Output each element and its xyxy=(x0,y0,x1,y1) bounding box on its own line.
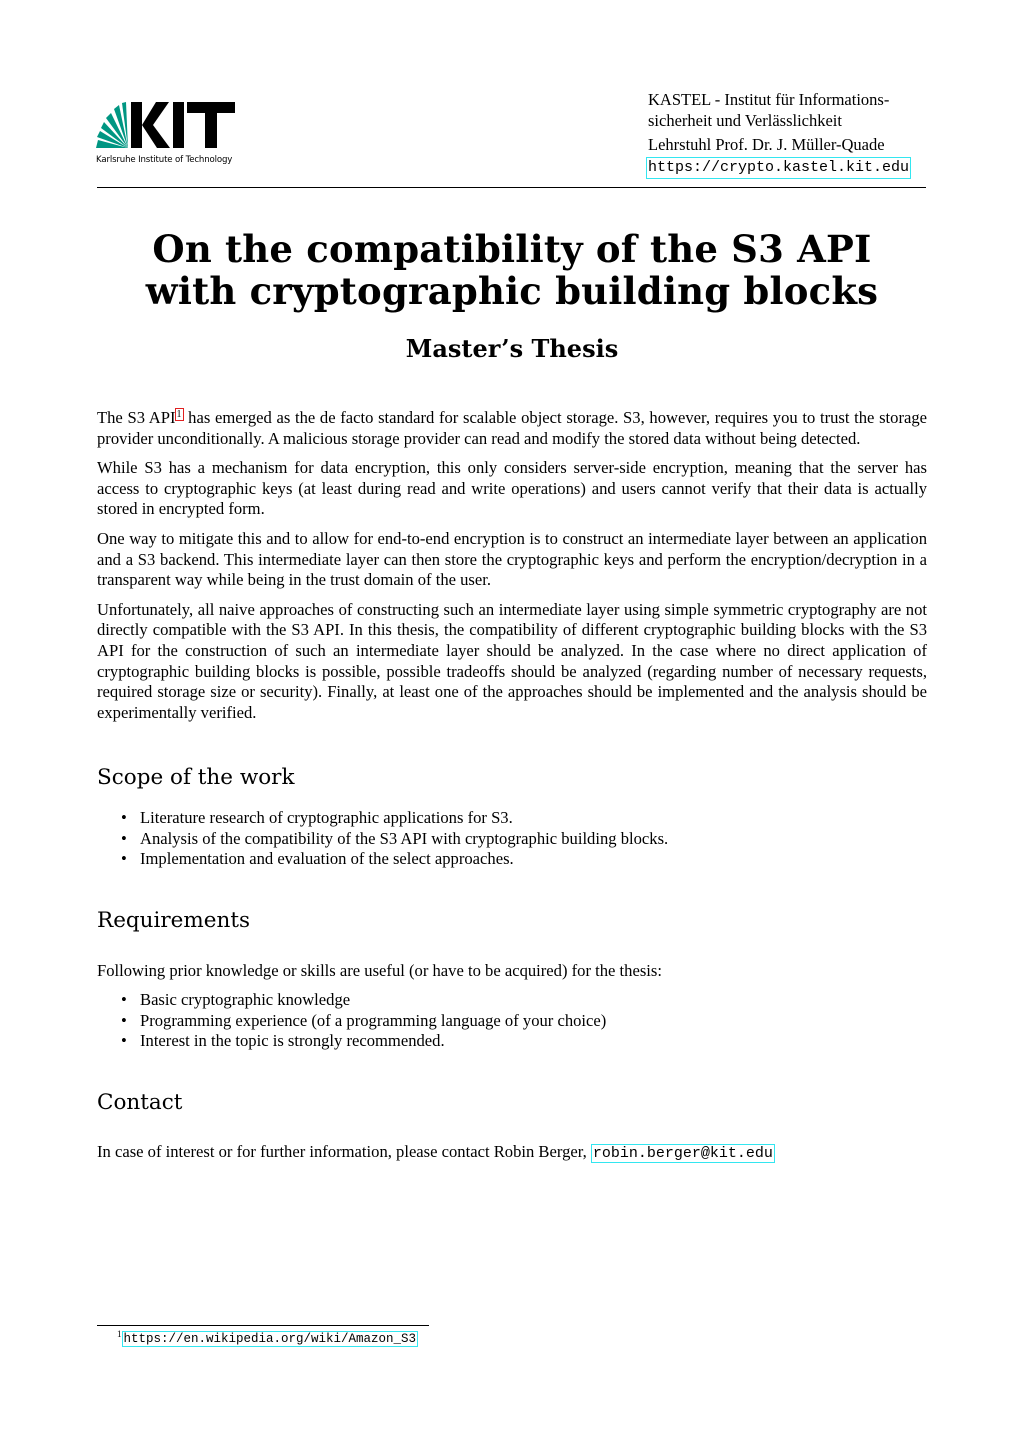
intro-paragraph-1 xyxy=(97,408,927,449)
requirements-list xyxy=(118,990,606,1052)
footnote-url-link[interactable]: https://en.wikipedia.org/wiki/Amazon_S3 xyxy=(123,1332,417,1346)
contact-heading: Contact xyxy=(97,1090,183,1115)
logo-k-stem xyxy=(131,102,142,148)
list-item: • Programming experience (of a programming language of your choice) xyxy=(118,1011,606,1032)
kit-logo-rays xyxy=(96,102,128,148)
logo-k-arms xyxy=(142,102,170,148)
contact-text xyxy=(97,1142,775,1162)
intro-p1-rest: has emerged as the de facto standard for scalable object storage. S3, however, requires you to trust the storage provider unconditionally. A malicious storage provider can read and modify the stored data without being detected. xyxy=(97,408,927,448)
intro-p1-start: The S3 API xyxy=(97,408,176,427)
title-line2: with cryptographic building blocks xyxy=(145,269,879,313)
intro-paragraph-3: One way to mitigate this and to allow for end-to-end encryption is to construct an intermediate layer between an application and a S3 backend. This intermediate layer can then store the cryptographic keys and perform the encryption/decryption in a transparent way while being in the trust domain of the user. xyxy=(97,528,927,590)
kit-logo-letters xyxy=(131,102,235,148)
scope-list xyxy=(118,808,668,870)
requirements-intro: Following prior knowledge or skills are useful (or have to be acquired) for the thesis: xyxy=(97,961,662,980)
list-item: • Implementation and evaluation of the select approaches. xyxy=(118,849,668,870)
intro-paragraph-2: While S3 has a mechanism for data encryption, this only considers server-side encryption, meaning that the server has access to cryptographic keys (at least during read and write operations) and users cannot verify that their data is actually stored in encrypted form. xyxy=(97,458,927,519)
institute-line2: sicherheit und Verlässlichkeit xyxy=(648,111,842,130)
logo-t-stem xyxy=(205,102,217,148)
contact-email-link[interactable]: robin.berger@kit.edu xyxy=(592,1145,773,1162)
logo-i xyxy=(173,102,184,148)
title-line1: On the compatibility of the S3 API xyxy=(152,227,872,271)
list-item: • Interest in the topic is strongly recommended. xyxy=(118,1031,606,1052)
footnote-mark: 1 xyxy=(117,1329,122,1339)
footnote-link[interactable]: 1 xyxy=(176,409,182,420)
intro-section xyxy=(97,408,927,732)
scope-heading: Scope of the work xyxy=(97,765,295,790)
list-item: • Literature research of cryptographic applications for S3. xyxy=(118,808,668,829)
page-subtitle: Master’s Thesis xyxy=(405,334,619,363)
footnote xyxy=(117,1329,418,1346)
intro-paragraph-4: Unfortunately, all naive approaches of constructing such an intermediate layer using simple symmetric cryptography are not directly compatible with the S3 API. In this thesis, the compatibility of different cryptographic building blocks with the S3 API for the construction of such an intermediate layer should be analyzed. In the case where no direct application of cryptographic building blocks is possible, possible tradeoffs should be analyzed (regarding number of necessary requests, required storage size or security). Finally, at least one of the approaches should be implemented and the analysis should be experimentally verified. xyxy=(97,599,927,722)
logo-caption: Karlsruhe Institute of Technology xyxy=(96,155,233,165)
footnote-divider xyxy=(97,1325,429,1326)
header-divider xyxy=(97,187,926,188)
page-title xyxy=(0,228,1024,312)
list-item: • Analysis of the compatibility of the S3 API with cryptographic building blocks. xyxy=(118,829,668,850)
institute-line1: KASTEL - Institut für Informations- xyxy=(648,90,890,109)
list-item: • Basic cryptographic knowledge xyxy=(118,990,606,1011)
chair-line: Lehrstuhl Prof. Dr. J. Müller-Quade xyxy=(648,135,885,154)
contact-sentence: In case of interest or for further information, please contact Robin Berger, xyxy=(97,1142,591,1161)
institute-info xyxy=(648,89,911,179)
institute-url-link[interactable]: https://crypto.kastel.kit.edu xyxy=(646,157,911,179)
requirements-heading: Requirements xyxy=(97,908,251,933)
